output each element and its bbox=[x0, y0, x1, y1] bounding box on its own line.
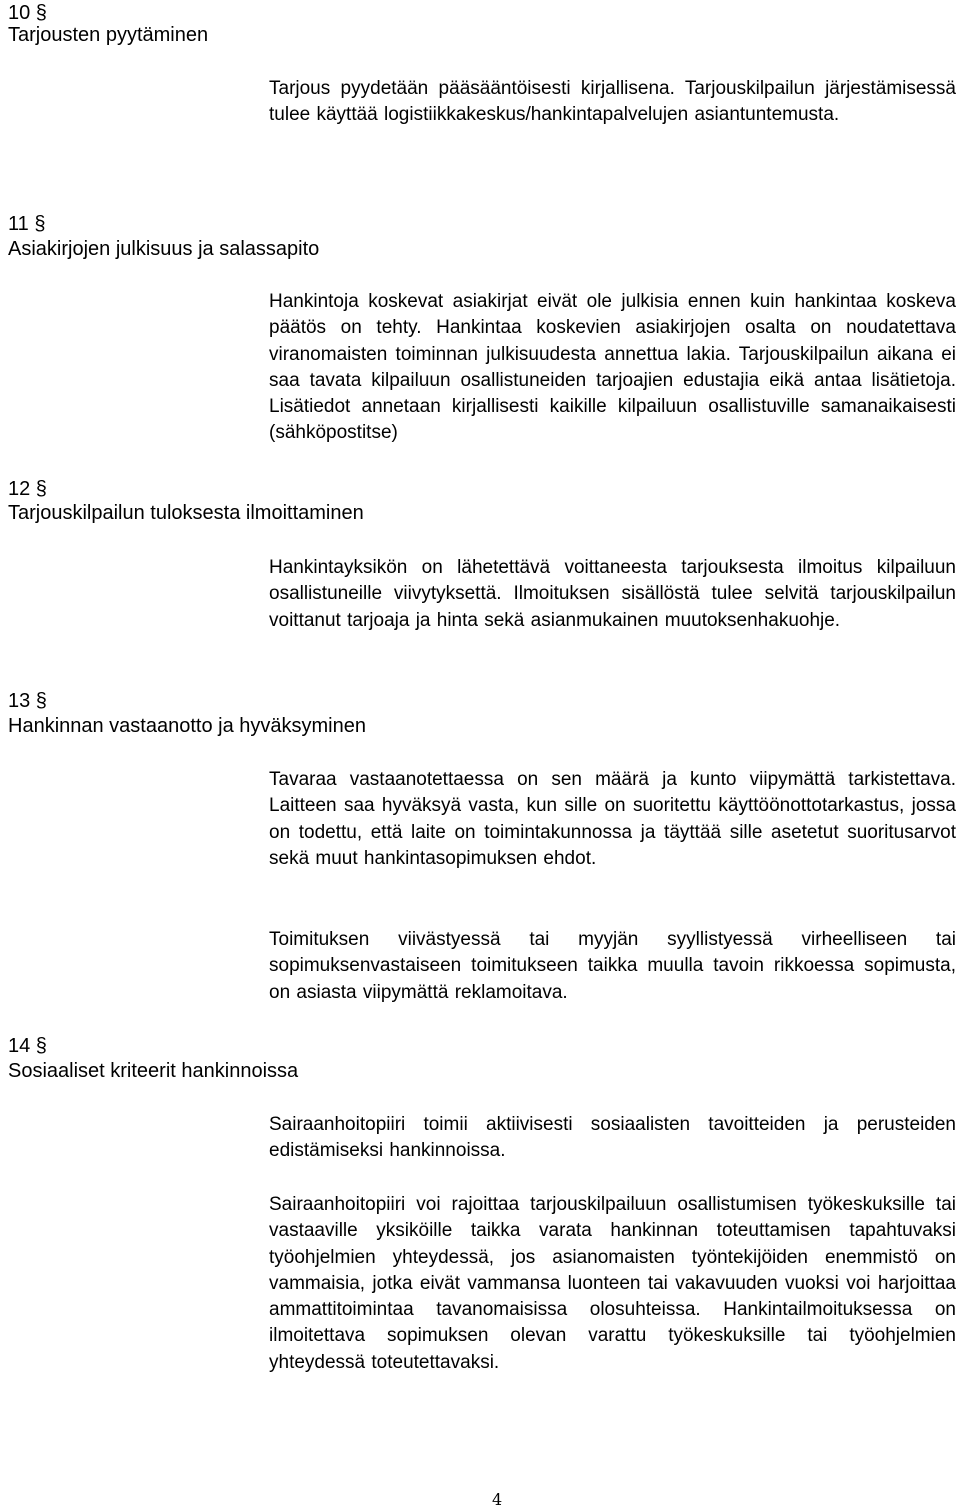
section-11-paragraph-1: Hankintoja koskevat asiakirjat eivät ole julkisia ennen kuin hankintaa koskeva päätös on tehty. Hankintaa koskevien asiakirjojen osalta on noudatettava viranomaisten toiminnan julkisuudesta annettua lakia. Tarjouskilpailun aikana ei saa tavata kilpailuun osallistuneiden tarjoajien edustajia eikä antaa lisätietoja. Lisätiedot annetaan kirjallisesti kaikille kilpailuun osallistuville samanaikaisesti (sähköpostitse) bbox=[269, 291, 956, 444]
section-14-title: Sosiaaliset kriteerit hankinnoissa bbox=[8, 1060, 299, 1082]
section-10-paragraph-1: Tarjous pyydetään pääsääntöisesti kirjallisena. Tarjouskilpailun järjestämisessä tulee käyttää logistiikkakeskus/hankintapalvelujen asiantuntemusta. bbox=[269, 78, 956, 126]
section-12-title: Tarjouskilpailun tuloksesta ilmoittaminen bbox=[8, 502, 364, 524]
section-11-title: Asiakirjojen julkisuus ja salassapito bbox=[8, 238, 320, 260]
section-12-number: 12 § bbox=[8, 478, 47, 500]
section-11-number: 11 § bbox=[8, 213, 46, 235]
section-14-paragraph-1: Sairaanhoitopiiri toimii aktiivisesti sosiaalisten tavoitteiden ja perusteiden edistämiseksi hankinnoissa. bbox=[269, 1114, 956, 1162]
section-10-title: Tarjousten pyytäminen bbox=[8, 24, 209, 46]
page-number: 4 bbox=[492, 1490, 503, 1509]
section-12-paragraph-1: Hankintayksikön on lähetettävä voittaneesta tarjouksesta ilmoitus kilpailuun osallistuneille viivytyksettä. Ilmoituksen sisällöstä tulee selvitä tarjouskilpailun voittanut tarjoaja ja hinta sekä asianmukainen muutoksenhakuohje. bbox=[269, 557, 956, 631]
section-13-number: 13 § bbox=[8, 690, 47, 712]
section-13-paragraph-1: Tavaraa vastaanotettaessa on sen määrä ja kunto viipymättä tarkistettava. Laitteen saa hyväksyä vasta, kun sille on suoritettu käyttöönottotarkastus, jossa on todettu, että laite on toimintakunnossa ja täyttää sille asetetut suoritusarvot sekä muut hankintasopimuksen ehdot. bbox=[269, 769, 956, 869]
section-10-number: 10 § bbox=[8, 2, 47, 24]
section-13-title: Hankinnan vastaanotto ja hyväksyminen bbox=[8, 715, 366, 737]
section-14-number: 14 § bbox=[8, 1035, 47, 1057]
section-14-paragraph-2: Sairaanhoitopiiri voi rajoittaa tarjouskilpailuun osallistumisen työkeskuksille tai vastaaville yksiköille taikka varata hankinnan toteuttamisen tapahtuvaksi työohjelmien yhteydessä, jos asianomaisten työntekijöiden enemmistö on vammaisia, jotka eivät vammansa luonteen tai vakavuuden vuoksi voi harjoittaa ammattitoimintaa tavanomaisissa olosuhteissa. Hankintailmoituksessa on ilmoitettava sopimuksen olevan varattu työkeskuksille tai työohjelmien yhteydessä toteutettavaksi. bbox=[269, 1194, 956, 1373]
section-13-paragraph-2: Toimituksen viivästyessä tai myyjän syyllistyessä virheelliseen tai sopimuksenvastaiseen toimitukseen taikka muulla tavoin rikkoessa sopimusta, on asiasta viipymättä reklamoitava. bbox=[269, 929, 956, 1003]
